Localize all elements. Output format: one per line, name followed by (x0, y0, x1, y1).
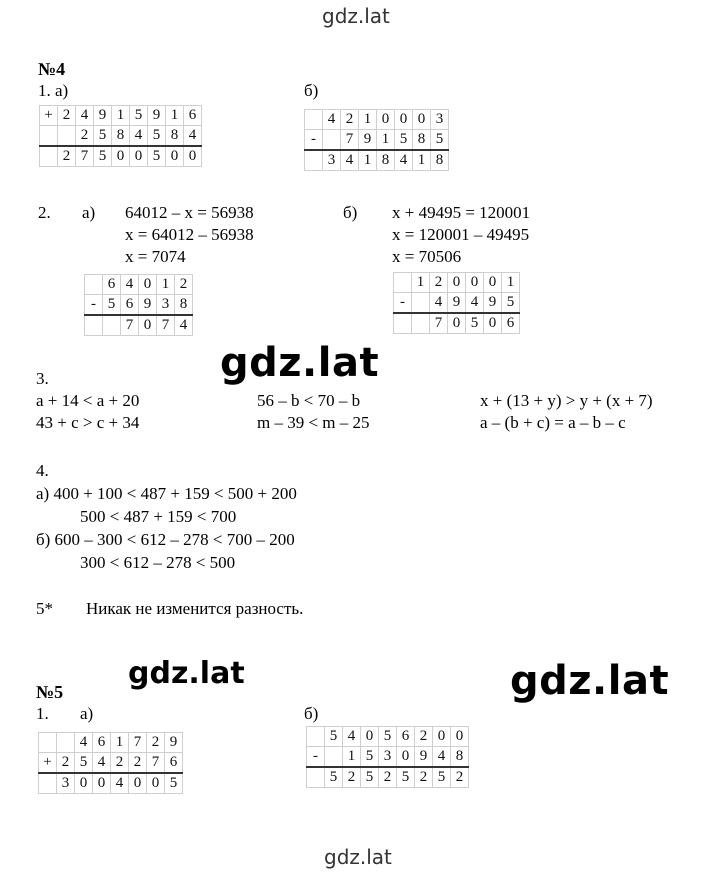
operator-cell (305, 110, 323, 130)
digit-cell (412, 313, 430, 334)
digit-cell: 7 (121, 315, 139, 336)
digit-cell: 6 (103, 275, 121, 295)
digit-cell: 2 (415, 767, 433, 788)
comparison-line: 300 < 612 – 278 < 500 (80, 553, 236, 572)
digit-cell: 2 (343, 767, 361, 788)
digit-cell: 0 (451, 727, 469, 747)
digit-cell: 5 (94, 126, 112, 147)
digit-cell: 0 (75, 773, 93, 794)
digit-cell: 9 (139, 295, 157, 316)
digit-cell: 4 (130, 126, 148, 147)
equation-line: x = 120001 – 49495 (392, 225, 530, 244)
inequality-line: a + 14 < a + 20 (36, 391, 140, 410)
digit-cell: 8 (166, 126, 184, 147)
digit-cell: 1 (359, 150, 377, 171)
operator-sign: - (394, 293, 412, 314)
digit-cell (325, 747, 343, 768)
digit-cell: 0 (112, 146, 130, 167)
digit-cell: 1 (343, 747, 361, 768)
digit-cell: 0 (413, 110, 431, 130)
digit-cell: 4 (466, 293, 484, 314)
digit-cell: 6 (93, 733, 111, 753)
digit-cell: 5 (379, 727, 397, 747)
digit-cell: 2 (379, 767, 397, 788)
digit-cell (103, 315, 121, 336)
digit-cell: 3 (431, 110, 449, 130)
digit-cell: 4 (433, 747, 451, 768)
digit-cell: 7 (76, 146, 94, 167)
task5-b-label: б) (304, 704, 319, 723)
digit-cell: 5 (397, 767, 415, 788)
operator-cell (39, 773, 57, 794)
digit-cell: 9 (448, 293, 466, 314)
digit-cell: 0 (395, 110, 413, 130)
digit-cell: 4 (121, 275, 139, 295)
digit-cell: 0 (484, 273, 502, 293)
watermark-top: gdz.lat (322, 4, 390, 28)
watermark-task5-right: gdz.lat (510, 658, 670, 704)
digit-cell: 2 (430, 273, 448, 293)
digit-cell: 0 (184, 146, 202, 167)
task5-a-grid (38, 732, 183, 794)
task5-heading: №5 (36, 682, 64, 702)
digit-cell: 9 (359, 130, 377, 151)
inequality-line: a – (b + c) = a – b – c (480, 413, 626, 432)
digit-cell: 0 (147, 773, 165, 794)
digit-cell: 2 (415, 727, 433, 747)
operator-sign: - (305, 130, 323, 151)
task4-p2-num: 2. (38, 203, 51, 222)
digit-cell: 4 (430, 293, 448, 314)
digit-cell: 4 (111, 773, 129, 794)
equation-line: x = 64012 – 56938 (125, 225, 254, 244)
operator-sign: + (39, 753, 57, 774)
task4-p2-b-label: б) (343, 203, 358, 222)
inequality-line: m – 39 < m – 25 (257, 413, 370, 432)
task4-p2-a-label: а) (82, 203, 96, 222)
digit-cell: 9 (415, 747, 433, 768)
task5-num: 1. (36, 704, 49, 723)
digit-cell: 0 (397, 747, 415, 768)
digit-cell: 6 (121, 295, 139, 316)
digit-cell: 1 (413, 150, 431, 171)
digit-cell: 4 (76, 106, 94, 126)
digit-cell: 5 (325, 767, 343, 788)
digit-cell: 5 (75, 753, 93, 774)
inequality-line: 56 – b < 70 – b (257, 391, 361, 410)
digit-cell: 2 (111, 753, 129, 774)
watermark-middle: gdz.lat (220, 340, 380, 386)
digit-cell: 0 (361, 727, 379, 747)
digit-cell (57, 733, 75, 753)
operator-cell (307, 767, 325, 788)
digit-cell: 7 (129, 733, 147, 753)
digit-cell: 5 (361, 747, 379, 768)
digit-cell: 6 (165, 753, 183, 774)
digit-cell: 3 (379, 747, 397, 768)
task4-p2b-grid (393, 272, 520, 334)
digit-cell: 4 (323, 110, 341, 130)
digit-cell: 0 (130, 146, 148, 167)
digit-cell: 4 (341, 150, 359, 171)
digit-cell: 3 (57, 773, 75, 794)
operator-cell (40, 126, 58, 147)
digit-cell: 5 (395, 130, 413, 151)
digit-cell: 4 (395, 150, 413, 171)
digit-cell: 5 (148, 126, 166, 147)
digit-cell: 5 (433, 767, 451, 788)
task4-p1-label: 1. а) (38, 81, 69, 100)
inequality-line: x + (13 + y) > y + (x + 7) (480, 391, 653, 410)
digit-cell: 1 (157, 275, 175, 295)
digit-cell: 0 (166, 146, 184, 167)
operator-sign: + (40, 106, 58, 126)
task4-p3-num: 3. (36, 369, 49, 388)
digit-cell: 1 (359, 110, 377, 130)
task4-p4-num: 4. (36, 461, 49, 480)
task4-p5-text: Никак не изменится разность. (86, 599, 304, 618)
digit-cell: 9 (94, 106, 112, 126)
digit-cell: 4 (343, 727, 361, 747)
digit-cell: 9 (148, 106, 166, 126)
equation-line: 64012 – x = 56938 (125, 203, 254, 222)
digit-cell: 2 (57, 753, 75, 774)
task4-p1a-grid (39, 105, 202, 167)
operator-sign: - (85, 295, 103, 316)
digit-cell: 7 (341, 130, 359, 151)
digit-cell: 6 (502, 313, 520, 334)
task5-b-grid (306, 726, 469, 788)
inequality-line: 43 + c > c + 34 (36, 413, 140, 432)
digit-cell: 8 (112, 126, 130, 147)
task4-p5-num: 5* (36, 599, 53, 618)
digit-cell: 0 (139, 315, 157, 336)
digit-cell: 9 (165, 733, 183, 753)
comparison-line: а) 400 + 100 < 487 + 159 < 500 + 200 (36, 484, 297, 503)
digit-cell: 8 (377, 150, 395, 171)
digit-cell: 0 (139, 275, 157, 295)
digit-cell: 3 (323, 150, 341, 171)
digit-cell: 0 (377, 110, 395, 130)
digit-cell: 1 (377, 130, 395, 151)
digit-cell: 5 (502, 293, 520, 314)
digit-cell: 3 (157, 295, 175, 316)
digit-cell: 2 (341, 110, 359, 130)
digit-cell: 2 (175, 275, 193, 295)
digit-cell: 6 (184, 106, 202, 126)
digit-cell: 2 (147, 733, 165, 753)
digit-cell: 5 (361, 767, 379, 788)
digit-cell: 7 (147, 753, 165, 774)
digit-cell: 7 (430, 313, 448, 334)
digit-cell: 1 (112, 106, 130, 126)
digit-cell: 0 (484, 313, 502, 334)
digit-cell: 1 (502, 273, 520, 293)
operator-cell (39, 733, 57, 753)
digit-cell: 5 (431, 130, 449, 151)
digit-cell: 0 (466, 273, 484, 293)
watermark-task5-left: gdz.lat (128, 656, 245, 691)
digit-cell: 5 (165, 773, 183, 794)
operator-cell (394, 313, 412, 334)
digit-cell (58, 126, 76, 147)
digit-cell: 8 (413, 130, 431, 151)
operator-cell (85, 315, 103, 336)
digit-cell: 8 (175, 295, 193, 316)
digit-cell: 4 (75, 733, 93, 753)
digit-cell: 2 (76, 126, 94, 147)
comparison-line: б) 600 – 300 < 612 – 278 < 700 – 200 (36, 530, 295, 549)
operator-cell (40, 146, 58, 167)
task4-heading: №4 (38, 59, 66, 79)
digit-cell: 8 (451, 747, 469, 768)
task5-a-label: а) (80, 704, 94, 723)
comparison-line: 500 < 487 + 159 < 700 (80, 507, 237, 526)
digit-cell: 2 (451, 767, 469, 788)
digit-cell: 0 (448, 313, 466, 334)
digit-cell: 2 (58, 106, 76, 126)
equation-line: x + 49495 = 120001 (392, 203, 531, 222)
watermark-bottom: gdz.lat (324, 845, 392, 869)
equation-line: x = 70506 (392, 247, 462, 266)
digit-cell: 4 (184, 126, 202, 147)
equation-line: x = 7074 (125, 247, 186, 266)
digit-cell: 0 (448, 273, 466, 293)
task4-p1-b-label: б) (304, 81, 319, 100)
digit-cell (412, 293, 430, 314)
digit-cell: 5 (103, 295, 121, 316)
digit-cell: 1 (111, 733, 129, 753)
digit-cell: 4 (175, 315, 193, 336)
operator-cell (394, 273, 412, 293)
operator-sign: - (307, 747, 325, 768)
digit-cell: 5 (148, 146, 166, 167)
digit-cell: 1 (166, 106, 184, 126)
digit-cell: 5 (94, 146, 112, 167)
digit-cell: 4 (93, 753, 111, 774)
digit-cell: 0 (93, 773, 111, 794)
digit-cell: 9 (484, 293, 502, 314)
digit-cell: 0 (129, 773, 147, 794)
digit-cell: 2 (58, 146, 76, 167)
digit-cell: 5 (130, 106, 148, 126)
digit-cell: 5 (466, 313, 484, 334)
digit-cell: 6 (397, 727, 415, 747)
digit-cell: 8 (431, 150, 449, 171)
operator-cell (85, 275, 103, 295)
operator-cell (307, 727, 325, 747)
digit-cell: 5 (325, 727, 343, 747)
digit-cell: 7 (157, 315, 175, 336)
digit-cell: 0 (433, 727, 451, 747)
task4-p1b-grid (304, 109, 449, 171)
operator-cell (305, 150, 323, 171)
task4-p2a-grid (84, 274, 193, 336)
digit-cell (323, 130, 341, 151)
digit-cell: 2 (129, 753, 147, 774)
digit-cell: 1 (412, 273, 430, 293)
